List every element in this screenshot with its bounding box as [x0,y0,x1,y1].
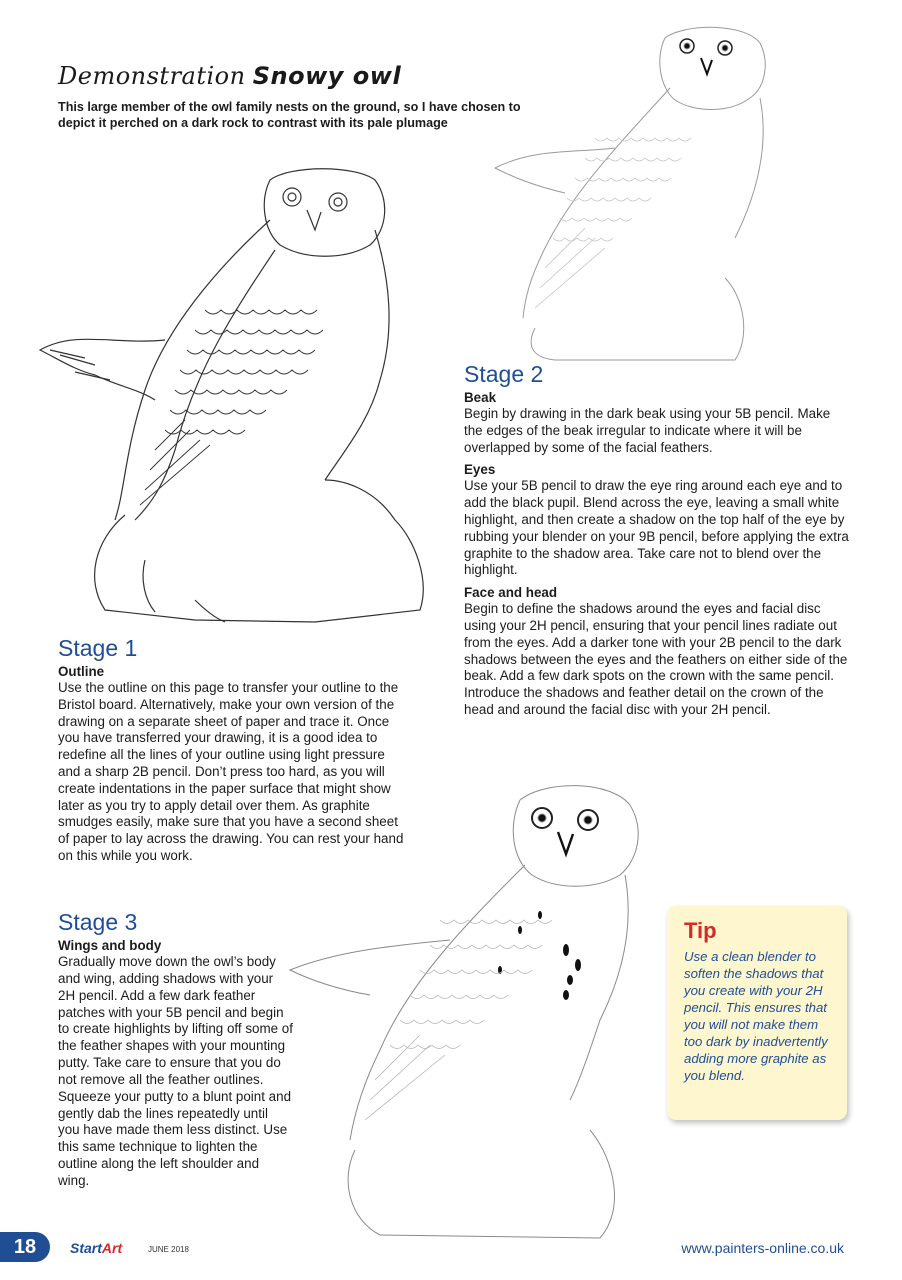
stage2-eyes-subheading: Eyes [464,462,496,478]
owl-stage2-illustration [475,18,775,363]
intro-text: This large member of the owl family nests on the ground, so I have chosen to depict it perched on a dark rock to contrast with its pale plumage [58,100,521,130]
stage2-beak-text: Begin by drawing in the dark beak using your 5B pencil. Make the edges of the beak irregular to indicate where it will be overlapped by some of the facial feathers. [464,406,831,455]
stage2-face-subheading: Face and head [464,585,558,601]
stage2-eyes-text: Use your 5B pencil to draw the eye ring around each eye and to add the black pupil. Blend across the eye, leaving a small white highlight, and then create a shadow on the top half of the eye by rubbing your blender on your 9B pencil, before applying the extra graphite to the shadow area. Take care not to blend over the highlight. [464,478,849,578]
stage1-text: Use the outline on this page to transfer your outline to the Bristol board. Alternatively, make your own version of the drawing on a separate sheet of paper and trace it. Once you have transferred your drawing, it is a good idea to redefine all the lines of your outline using light pressure and a sharp 2B pencil. Don’t press too hard, as you will create indentations in the paper surface that might show later as you try to apply detail over them. As graphite smudges easily, make sure that you have a second sheet of paper to lay across the drawing. You can rest your hand on this while you work. [58,680,404,863]
tip-heading: Tip [684,918,717,943]
page-number: 18 [0,1232,50,1262]
stage3-section [58,908,293,1190]
stage3-subheading: Wings and body [58,938,162,953]
magazine-name-start: Start [70,1240,102,1256]
owl-outline-illustration [15,160,445,630]
magazine-name-art: Art [101,1240,123,1256]
stage2-beak-subheading: Beak [464,390,497,405]
stage3-heading: Stage 3 [58,909,138,935]
title-prefix: Demonstration [58,62,246,90]
page-title [58,62,401,91]
stage2-section [464,360,849,719]
magazine-name [70,1240,122,1256]
website-link[interactable]: www.painters-online.co.uk [681,1240,844,1256]
issue-date: JUNE 2018 [148,1245,189,1254]
tip-box [667,906,847,1120]
title-subject: Snowy owl [252,62,402,90]
stage2-face-text: Begin to define the shadows around the eyes and facial disc using your 2H pencil, ensuring that your pencil lines radiate out from the eyes. Add a darker tone with your 2B pencil to the dark shadows between the eyes and the feathers on either side of the beak. Add a few dark spots on the crown with the same pencil. Introduce the shadows and feather detail on the crown of the head and around the facial disc with your 2H pencil. [464,601,848,717]
stage1-subheading: Outline [58,664,105,679]
stage2-heading: Stage 2 [464,361,544,387]
stage1-heading: Stage 1 [58,635,138,661]
tip-text: Use a clean blender to soften the shadows that you create with your 2H pencil. This ensures that you will not make them too dark by inadvertently adding more graphite as you blend. [684,949,828,1083]
stage3-text: Gradually move down the owl’s body and wing, adding shadows with your 2H pencil. Add a few dark feather patches with your 5B pencil and begin to create highlights by lifting off some of the feather shapes with your mounting putty. Take care to ensure that you do not remove all the feather outlines. Squeeze your putty to a blunt point and gently dab the lines repeatedly until you have made them less distinct. Use this same technique to lighten the outline along the left shoulder and wing. [58,954,293,1188]
stage1-section [58,634,408,865]
